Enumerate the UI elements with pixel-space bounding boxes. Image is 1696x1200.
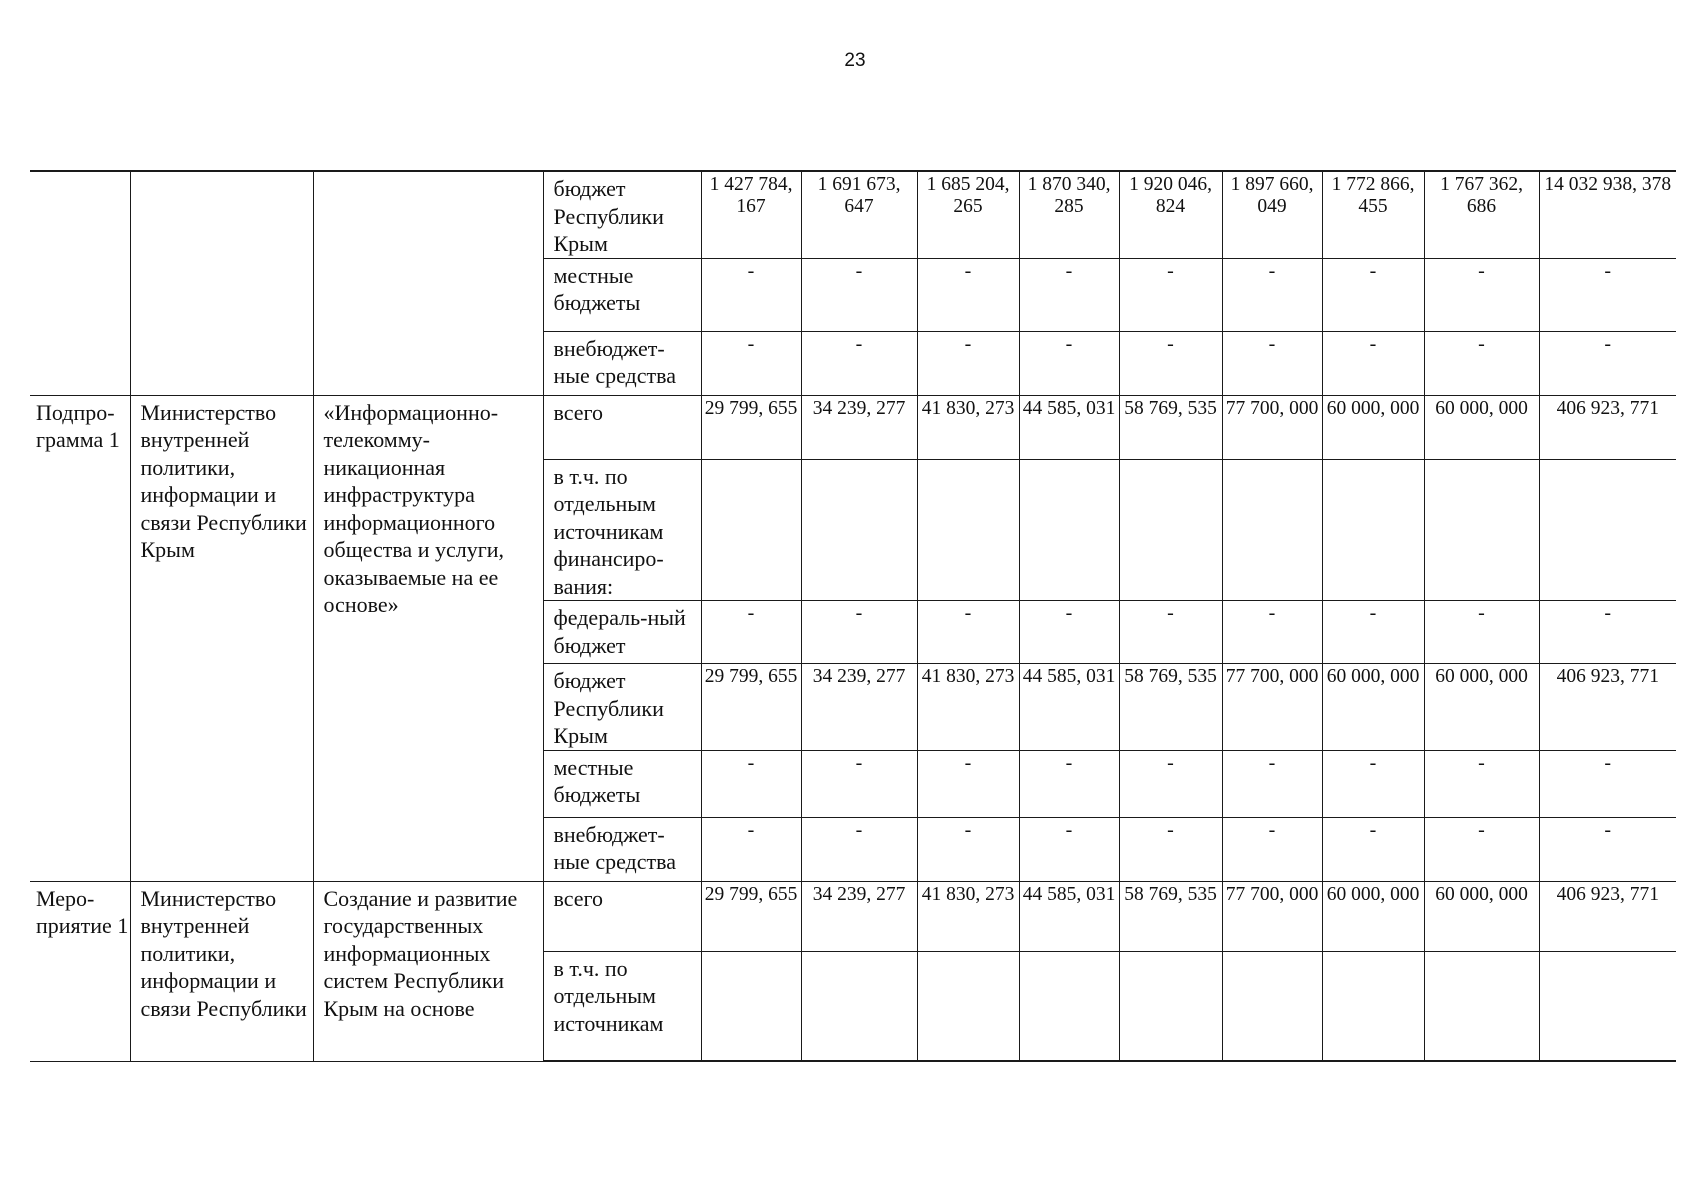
value-cell-text: - — [855, 259, 863, 282]
value-cell — [1424, 750, 1539, 817]
value-cell-text — [1120, 952, 1222, 954]
value-cell-text — [1020, 460, 1119, 462]
value-cell-text: 1 870 340, 285 — [1027, 174, 1111, 217]
source-cell-text: бюджет Республики Крым — [553, 668, 664, 748]
source-cell — [543, 331, 701, 395]
source-cell — [543, 817, 701, 881]
value-cell — [1539, 171, 1676, 258]
value-cell — [1539, 459, 1676, 601]
value-cell — [1019, 171, 1119, 258]
value-cell — [1539, 258, 1676, 331]
value-cell — [801, 601, 917, 664]
value-cell-text: - — [1604, 332, 1612, 355]
value-cell-text: 1 691 673, 647 — [817, 174, 901, 217]
value-cell-text: - — [964, 751, 972, 774]
value-cell-text: 406 923, 771 — [1556, 883, 1659, 905]
value-cell-text: 60 000, 000 — [1435, 883, 1528, 905]
value-cell-text: - — [1478, 259, 1485, 282]
title-cell-text: Создание и развитие государственных информационных систем Республики Крым на основе — [323, 885, 518, 1021]
value-cell-text: 1 685 204, 265 — [926, 174, 1010, 217]
source-cell — [543, 171, 701, 258]
value-cell-text: 1 772 866, 455 — [1331, 174, 1415, 217]
value-cell-text: - — [1268, 818, 1276, 841]
value-cell-text: - — [747, 751, 755, 774]
value-cell-text: - — [964, 259, 972, 282]
value-cell — [1322, 331, 1424, 395]
value-cell — [917, 331, 1019, 395]
executor-cell — [130, 171, 313, 395]
value-cell — [917, 817, 1019, 881]
value-cell — [801, 817, 917, 881]
value-cell-text: - — [1369, 332, 1377, 355]
value-cell — [1424, 459, 1539, 601]
value-cell — [1019, 459, 1119, 601]
value-cell — [1119, 951, 1222, 1061]
value-cell — [1019, 881, 1119, 951]
value-cell-text: 41 830, 273 — [921, 397, 1015, 419]
value-cell — [1222, 459, 1322, 601]
value-cell-text: 34 239, 277 — [812, 883, 906, 905]
executor-cell — [130, 395, 313, 881]
value-cell — [1539, 951, 1676, 1061]
value-cell-text: 34 239, 277 — [812, 666, 906, 687]
program-cell — [30, 881, 130, 1061]
value-cell-text: - — [1369, 602, 1377, 624]
value-cell — [1322, 750, 1424, 817]
value-cell-text: - — [855, 602, 863, 624]
value-cell-text: - — [1167, 602, 1174, 624]
value-cell — [701, 395, 801, 459]
value-cell-text — [802, 952, 917, 954]
title-cell — [313, 171, 543, 395]
value-cell — [1424, 817, 1539, 881]
value-cell — [917, 951, 1019, 1061]
value-cell — [1019, 664, 1119, 751]
title-cell-text — [314, 172, 543, 175]
value-cell-text: - — [1369, 259, 1377, 282]
value-cell-text: - — [1478, 602, 1485, 624]
value-cell-text: - — [1478, 751, 1485, 774]
value-cell-text: 406 923, 771 — [1556, 666, 1659, 687]
source-cell — [543, 664, 701, 751]
source-cell-text: в т.ч. по отдельным источникам — [553, 955, 664, 1036]
value-cell-text: 34 239, 277 — [812, 397, 906, 419]
value-cell — [1119, 664, 1222, 751]
value-cell — [1119, 171, 1222, 258]
value-cell-text — [1540, 952, 1677, 954]
value-cell — [1424, 951, 1539, 1061]
value-cell — [917, 601, 1019, 664]
value-cell — [1222, 881, 1322, 951]
program-cell-text: Меро-приятие 1 — [36, 885, 129, 938]
source-cell-text: федераль-ный бюджет — [553, 605, 686, 658]
program-cell — [30, 395, 130, 881]
value-cell-text — [1323, 952, 1424, 954]
value-cell — [701, 171, 801, 258]
source-cell — [543, 881, 701, 951]
value-cell — [801, 258, 917, 331]
value-cell-text: 60 000, 000 — [1326, 666, 1420, 687]
value-cell — [701, 881, 801, 951]
value-cell-text: 14 032 938, 378 — [1544, 174, 1672, 195]
value-cell — [1322, 664, 1424, 751]
value-cell-text: - — [1065, 818, 1073, 841]
table-row — [30, 881, 1676, 951]
value-cell — [1019, 331, 1119, 395]
value-cell — [1222, 817, 1322, 881]
value-cell — [1424, 171, 1539, 258]
value-cell — [1424, 664, 1539, 751]
value-cell — [801, 459, 917, 601]
value-cell — [701, 750, 801, 817]
source-cell-text: внебюджет-ные средства — [553, 821, 676, 874]
value-cell — [1322, 817, 1424, 881]
value-cell — [917, 459, 1019, 601]
value-cell-text: - — [964, 818, 972, 841]
value-cell — [917, 258, 1019, 331]
value-cell — [1119, 331, 1222, 395]
value-cell — [1539, 817, 1676, 881]
value-cell — [1322, 951, 1424, 1061]
table-row — [30, 171, 1676, 258]
value-cell-text: 60 000, 000 — [1435, 666, 1528, 687]
value-cell — [917, 881, 1019, 951]
value-cell-text: 406 923, 771 — [1556, 397, 1659, 419]
source-cell-text: местные бюджеты — [553, 262, 641, 315]
value-cell-text: - — [1167, 818, 1174, 841]
value-cell-text — [918, 952, 1019, 954]
value-cell-text: - — [1369, 751, 1377, 774]
value-cell — [1322, 601, 1424, 664]
value-cell-text: 60 000, 000 — [1326, 397, 1420, 419]
value-cell — [1222, 750, 1322, 817]
value-cell-text — [1540, 460, 1677, 462]
value-cell — [1424, 395, 1539, 459]
value-cell-text — [1020, 952, 1119, 954]
value-cell — [1424, 601, 1539, 664]
value-cell-text: 1 427 784, 167 — [709, 174, 793, 217]
value-cell-text: 29 799, 655 — [704, 883, 798, 905]
executor-cell — [130, 881, 313, 1061]
value-cell-text: - — [747, 818, 755, 841]
value-cell — [801, 664, 917, 751]
value-cell — [701, 817, 801, 881]
value-cell — [1222, 171, 1322, 258]
value-cell-text: 41 830, 273 — [921, 666, 1015, 687]
value-cell — [1322, 459, 1424, 601]
source-cell — [543, 459, 701, 601]
value-cell-text: - — [1268, 602, 1276, 624]
value-cell — [1119, 258, 1222, 331]
value-cell — [1222, 258, 1322, 331]
value-cell — [1019, 601, 1119, 664]
value-cell-text: - — [747, 332, 755, 355]
value-cell — [801, 331, 917, 395]
value-cell-text — [1425, 460, 1539, 462]
value-cell-text: 58 769, 535 — [1124, 883, 1217, 905]
value-cell — [801, 171, 917, 258]
value-cell — [1539, 881, 1676, 951]
value-cell — [801, 881, 917, 951]
value-cell — [701, 664, 801, 751]
value-cell-text: 29 799, 655 — [704, 397, 798, 419]
value-cell-text: 77 700, 000 — [1225, 397, 1319, 419]
value-cell-text: - — [1604, 751, 1612, 774]
value-cell-text: - — [1268, 332, 1276, 355]
source-cell — [543, 601, 701, 664]
value-cell — [1222, 395, 1322, 459]
value-cell — [1119, 817, 1222, 881]
value-cell — [1424, 258, 1539, 331]
value-cell-text — [1223, 952, 1322, 954]
value-cell-text: - — [964, 332, 972, 355]
value-cell — [1539, 395, 1676, 459]
value-cell — [1222, 601, 1322, 664]
value-cell — [1424, 881, 1539, 951]
value-cell-text: - — [1065, 602, 1073, 624]
value-cell-text — [1425, 952, 1539, 954]
program-cell — [30, 171, 130, 395]
value-cell-text — [702, 952, 801, 954]
value-cell — [917, 750, 1019, 817]
value-cell-text: 1 767 362, 686 — [1440, 174, 1523, 217]
source-cell-text: всего — [553, 885, 604, 911]
source-cell-text: в т.ч. по отдельным источникам финансиро-вания: — [553, 463, 664, 599]
value-cell-text: 29 799, 655 — [704, 666, 798, 687]
value-cell — [801, 750, 917, 817]
value-cell-text — [1120, 460, 1222, 462]
title-cell — [313, 881, 543, 1061]
value-cell — [1222, 951, 1322, 1061]
value-cell-text: - — [855, 818, 863, 841]
value-cell — [701, 258, 801, 331]
value-cell-text: - — [1478, 818, 1485, 841]
value-cell — [1019, 395, 1119, 459]
value-cell — [1119, 395, 1222, 459]
executor-cell-text: Министерство внутренней политики, информации и связи Республики — [140, 885, 307, 1021]
value-cell — [1322, 171, 1424, 258]
value-cell-text: 77 700, 000 — [1225, 666, 1319, 687]
program-cell-text: Подпро-грамма 1 — [36, 399, 120, 452]
value-cell-text — [702, 460, 801, 462]
value-cell — [917, 395, 1019, 459]
value-cell-text: - — [1167, 751, 1174, 774]
value-cell — [701, 331, 801, 395]
value-cell-text: 58 769, 535 — [1124, 397, 1217, 419]
value-cell — [701, 459, 801, 601]
value-cell — [1119, 601, 1222, 664]
value-cell-text: - — [1065, 332, 1073, 355]
source-cell — [543, 395, 701, 459]
value-cell — [1322, 881, 1424, 951]
program-cell-text — [30, 172, 130, 175]
value-cell — [917, 664, 1019, 751]
value-cell — [1222, 331, 1322, 395]
value-cell-text — [1323, 460, 1424, 462]
source-cell — [543, 258, 701, 331]
value-cell-text — [918, 460, 1019, 462]
value-cell-text: - — [964, 602, 972, 624]
value-cell-text: - — [1065, 259, 1073, 282]
value-cell-text: - — [747, 259, 755, 282]
source-cell-text: бюджет Республики Крым — [553, 176, 664, 256]
value-cell-text: - — [1167, 259, 1174, 282]
value-cell-text: - — [1268, 259, 1276, 282]
value-cell-text: - — [1167, 332, 1174, 355]
value-cell — [701, 601, 801, 664]
source-cell — [543, 750, 701, 817]
value-cell — [1539, 664, 1676, 751]
value-cell — [1222, 664, 1322, 751]
value-cell-text: - — [747, 602, 755, 624]
value-cell — [701, 951, 801, 1061]
executor-cell-text: Министерство внутренней политики, информации и связи Республики Крым — [140, 399, 307, 562]
value-cell — [1019, 951, 1119, 1061]
value-cell-text: 41 830, 273 — [921, 883, 1015, 905]
source-cell-text: всего — [553, 399, 604, 425]
value-cell-text: - — [1065, 751, 1073, 774]
value-cell-text: - — [1604, 259, 1612, 282]
value-cell-text: 58 769, 535 — [1124, 666, 1217, 687]
source-cell-text: местные бюджеты — [553, 754, 641, 807]
value-cell-text — [1223, 460, 1322, 462]
value-cell-text: 44 585, 031 — [1022, 666, 1116, 687]
value-cell — [1019, 817, 1119, 881]
value-cell — [1019, 258, 1119, 331]
value-cell — [1539, 331, 1676, 395]
value-cell — [1119, 459, 1222, 601]
value-cell — [801, 395, 917, 459]
value-cell — [1019, 750, 1119, 817]
title-cell — [313, 395, 543, 881]
value-cell — [1539, 750, 1676, 817]
value-cell — [1119, 750, 1222, 817]
value-cell-text: 44 585, 031 — [1022, 397, 1116, 419]
value-cell — [1539, 601, 1676, 664]
source-cell — [543, 951, 701, 1061]
value-cell — [1322, 258, 1424, 331]
value-cell-text: - — [855, 751, 863, 774]
executor-cell-text — [131, 172, 313, 175]
value-cell-text: - — [1478, 332, 1485, 355]
value-cell — [1424, 331, 1539, 395]
budget-table — [30, 170, 1676, 1062]
value-cell-text: - — [1604, 602, 1612, 624]
value-cell-text: 44 585, 031 — [1022, 883, 1116, 905]
value-cell — [1322, 395, 1424, 459]
value-cell — [801, 951, 917, 1061]
value-cell-text: 1 920 046, 824 — [1129, 174, 1212, 217]
page-number: 23 — [844, 50, 866, 71]
value-cell — [1119, 881, 1222, 951]
value-cell-text: - — [1604, 818, 1612, 841]
value-cell-text: - — [1268, 751, 1276, 774]
value-cell-text: 60 000, 000 — [1435, 397, 1528, 419]
value-cell-text: 1 897 660, 049 — [1230, 174, 1314, 217]
value-cell-text — [802, 460, 917, 462]
value-cell-text: - — [1369, 818, 1377, 841]
source-cell-text: внебюджет-ные средства — [553, 335, 676, 388]
value-cell-text: - — [855, 332, 863, 355]
value-cell-text: 77 700, 000 — [1225, 883, 1319, 905]
title-cell-text: «Информационно-телекомму-никационная инфраструктура информационного общества и услуги, оказываемые на ее основе» — [323, 399, 505, 617]
table-row — [30, 395, 1676, 459]
value-cell-text: 60 000, 000 — [1326, 883, 1420, 905]
value-cell — [917, 171, 1019, 258]
